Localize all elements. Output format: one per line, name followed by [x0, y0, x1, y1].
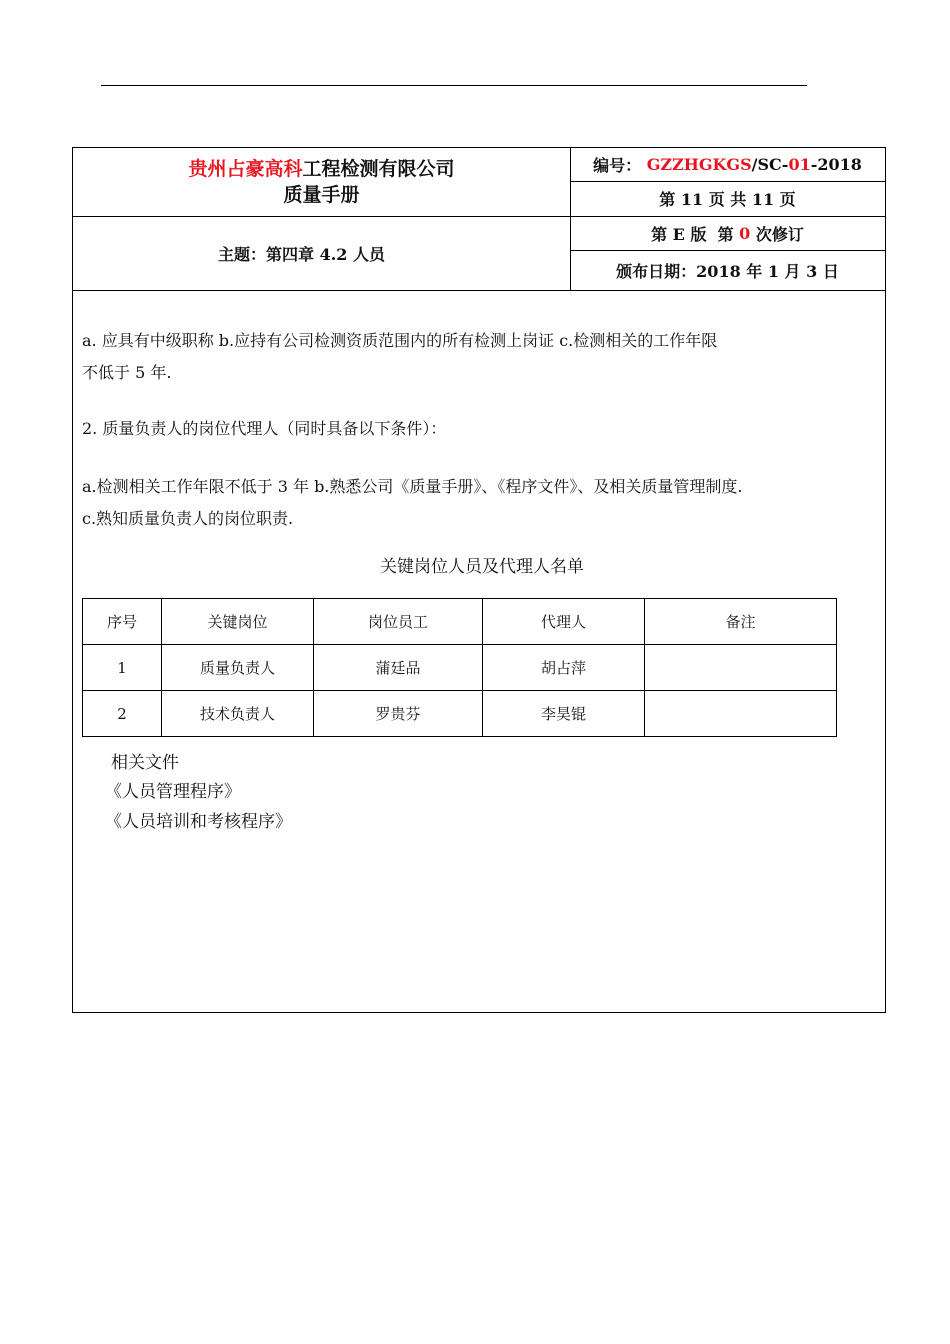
- paragraph-3-line-2: c.熟知质量负责人的岗位职责.: [82, 509, 294, 528]
- table-header-row: [83, 599, 837, 645]
- edition-info: 第 E 版 第 0 次修订: [651, 223, 804, 244]
- table-cell: 质量负责人: [162, 645, 314, 691]
- paragraph-1-line-1: a. 应具有中级职称 b.应持有公司检测资质范围内的所有检测上岗证 c.检测相关的工作年限: [82, 331, 718, 350]
- topic: 主题：第四章 4.2 人员: [218, 244, 385, 264]
- paragraph-1-line-2: 不低于 5 年.: [82, 363, 172, 382]
- company-block: [73, 148, 570, 216]
- table-cell: 2: [83, 691, 162, 737]
- table-header-cell: 备注: [645, 599, 837, 645]
- table-row: [83, 691, 837, 737]
- table-row: [83, 645, 837, 691]
- paragraph-3-line-1: a.检测相关工作年限不低于 3 年 b.熟悉公司《质量手册》、《程序文件》、及相关质量管理制度.: [82, 477, 743, 496]
- page-info: 第 11 页 共 11 页: [659, 190, 796, 209]
- paragraph-2: 2. 质量负责人的岗位代理人（同时具备以下条件）：: [82, 419, 447, 438]
- document-header: [72, 147, 886, 291]
- table-header-cell: 序号: [83, 599, 162, 645]
- table-cell: [645, 645, 837, 691]
- table-cell: [645, 691, 837, 737]
- table-caption: 关键岗位人员及代理人名单: [380, 557, 584, 577]
- table-header-cell: 代理人: [483, 599, 645, 645]
- related-doc-item: 《人员培训和考核程序》: [105, 812, 292, 832]
- key-staff-table: [82, 598, 837, 737]
- table-header-cell: 关键岗位: [162, 599, 314, 645]
- table-cell: 1: [83, 645, 162, 691]
- issue-date: 颁布日期：2018 年 1 月 3 日: [616, 261, 839, 281]
- table-cell: 蒲廷品: [314, 645, 483, 691]
- related-docs-title: 相关文件: [111, 753, 179, 773]
- table-cell: 李昊锟: [483, 691, 645, 737]
- table-cell: 罗贵芬: [314, 691, 483, 737]
- table-header-cell: 岗位员工: [314, 599, 483, 645]
- related-doc-item: 《人员管理程序》: [105, 782, 241, 802]
- company-name: 贵州占豪高科工程检测有限公司: [188, 158, 455, 180]
- document-code: 编号： GZZHGKGS /SC- 01 -2018: [593, 155, 862, 175]
- table-cell: 胡占萍: [483, 645, 645, 691]
- manual-title: 质量手册: [283, 184, 360, 206]
- table-cell: 技术负责人: [162, 691, 314, 737]
- header-rule: [101, 85, 807, 86]
